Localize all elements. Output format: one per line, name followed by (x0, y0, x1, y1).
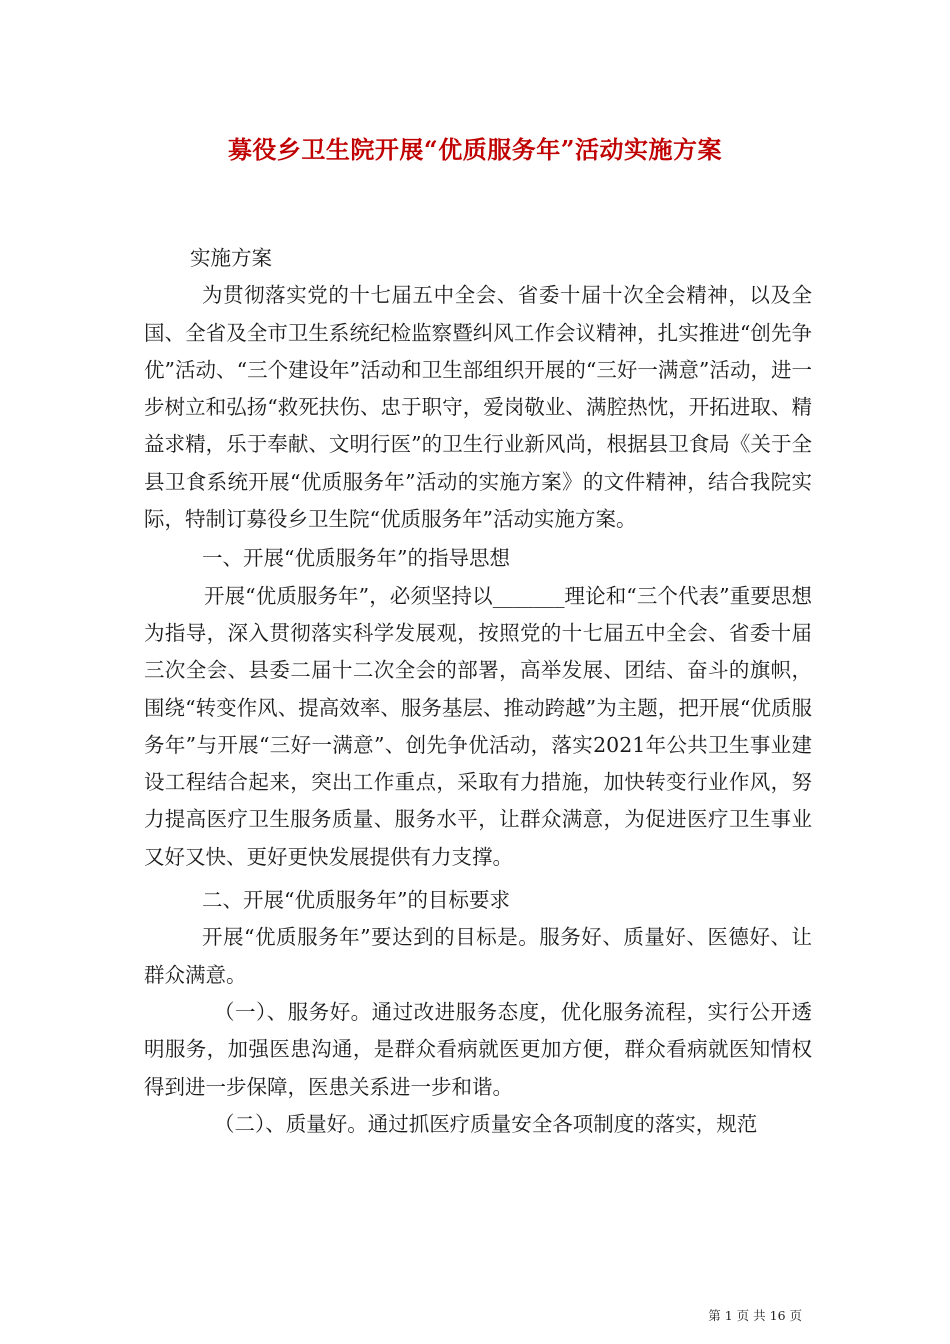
paragraph-service: （一）、服务好。通过改进服务态度，优化服务流程，实行公开透明服务，加强医患沟通，是群众看病就医更加方便，群众看病就医知情权得到进一步保障，医患关系进一步和谐。 (144, 999, 812, 1099)
paragraph-intro: 为贯彻落实党的十七届五中全会、省委十届十次全会精神，以及全国、全省及全市卫生系统纪检监察暨纠风工作会议精神，扎实推进“创先争优”活动、“三个建设年”活动和卫生部组织开展的“三好一满意”活动，进一步树立和弘扬“救死扶伤、忠于职守，爱岗敬业、满腔热忱，开拓进取、精益求精，乐于奉献、文明行医”的卫生行业新风尚，根据县卫食局《关于全县卫食系统开展“优质服务年”活动的实施方案》的文件精神，结合我院实际，特制订募役乡卫生院“优质服务年”活动实施方案。 (144, 283, 812, 532)
section-heading-2: 二、开展“优质服务年”的目标要求 (202, 888, 510, 913)
document-title: 募役乡卫生院开展“优质服务年”活动实施方案 (227, 135, 723, 164)
page-number: 第 1 页 共 16 页 (708, 1308, 802, 1323)
section-heading-1: 一、开展“优质服务年”的指导思想 (202, 546, 510, 571)
paragraph-quality: （二）、质量好。通过抓医疗质量安全各项制度的落实，规范 (214, 1111, 758, 1136)
paragraph-guiding: 开展“优质服务年”，必须坚持以_______理论和“三个代表”重要思想为指导，深入贯彻落实科学发展观，按照党的十七届五中全会、省委十届三次全会、县委二届十二次全会的部署，高举发展、团结、奋斗的旗帜，围绕“转变作风、提高效率、服务基层、推动跨越”为主题，把开展“优质服务年”与开展“三好一满意”、创先争优活动，落实2021年公共卫生事业建设工程结合起来，突出工作重点，采取有力措施，加快转变行业作风，努力提高医疗卫生服务质量、服务水平，让群众满意，为促进医疗卫生事业又好又快、更好更快发展提供有力支撑。 (144, 583, 812, 869)
document-body (144, 240, 812, 1143)
paragraph-label: 实施方案 (190, 246, 272, 270)
paragraph-goal: 开展“优质服务年”要达到的目标是。服务好、质量好、医德好、让群众满意。 (144, 925, 812, 987)
